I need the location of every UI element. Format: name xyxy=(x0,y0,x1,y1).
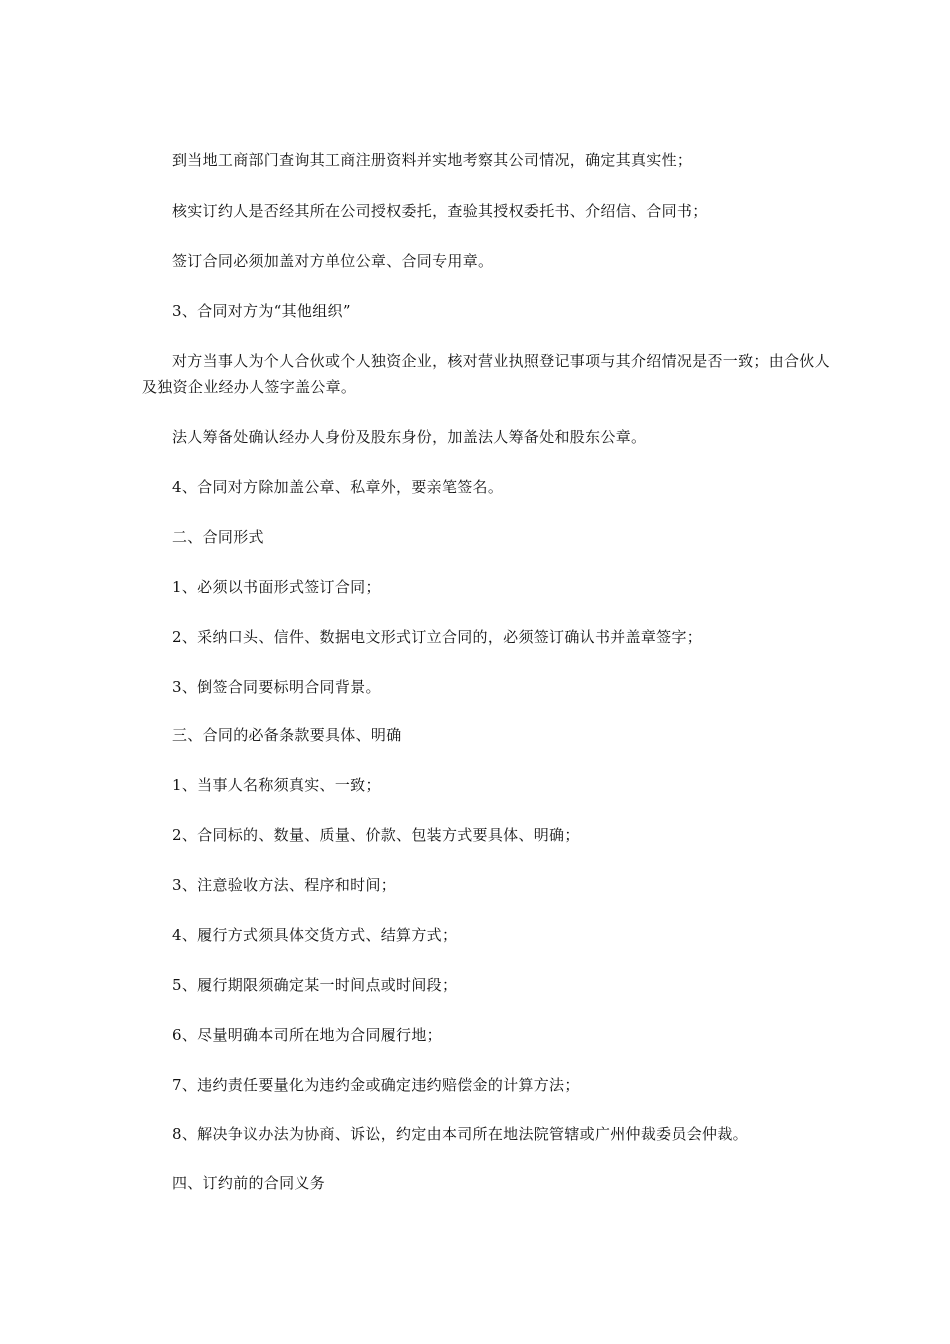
list-item-performance-place: 6、尽量明确本司所在地为合同履行地； xyxy=(172,1026,442,1044)
paragraph-verify-registration: 到当地工商部门查询其工商注册资料并实地考察其公司情况，确定其真实性； xyxy=(172,151,693,169)
paragraph-seal-requirement: 签订合同必须加盖对方单位公章、合同专用章。 xyxy=(172,252,494,270)
list-item-subject-matter: 2、合同标的、数量、质量、价款、包装方式要具体、明确； xyxy=(172,826,580,844)
list-item-acceptance: 3、注意验收方法、程序和时间； xyxy=(172,876,397,894)
list-item-liability: 7、违约责任要量化为违约金或确定违约赔偿金的计算方法； xyxy=(172,1076,580,1094)
paragraph-preparatory-office: 法人筹备处确认经办人身份及股东身份，加盖法人筹备处和股东公章。 xyxy=(172,428,647,446)
list-item-performance-method: 4、履行方式须具体交货方式、结算方式； xyxy=(172,926,458,944)
section-heading-pre-contract-obligations: 四、订约前的合同义务 xyxy=(172,1174,326,1192)
paragraph-signature-requirement: 4、合同对方除加盖公章、私章外，要亲笔签名。 xyxy=(172,478,504,496)
list-item-backdated-contract: 3、倒签合同要标明合同背景。 xyxy=(172,678,381,696)
paragraph-verify-authorization: 核实订约人是否经其所在公司授权委托，查验其授权委托书、介绍信、合同书； xyxy=(172,202,708,220)
paragraph-partnership-check: 对方当事人为个人合伙或个人独资企业，核对营业执照登记事项与其介绍情况是否一致；由合伙人及独资企业经办人签字盖公章。 xyxy=(142,352,830,396)
section-heading-essential-terms: 三、合同的必备条款要具体、明确 xyxy=(172,726,402,744)
list-item-performance-period: 5、履行期限须确定某一时间点或时间段； xyxy=(172,976,458,994)
list-item-party-names: 1、当事人名称须真实、一致； xyxy=(172,776,381,794)
list-item-written-form: 1、必须以书面形式签订合同； xyxy=(172,578,381,596)
list-item-dispute-resolution: 8、解决争议办法为协商、诉讼，约定由本司所在地法院管辖或广州仲裁委员会仲裁。 xyxy=(172,1125,748,1143)
section-heading-contract-form: 二、合同形式 xyxy=(172,528,264,546)
paragraph-other-organization-heading: 3、合同对方为“其他组织” xyxy=(172,302,351,320)
list-item-confirmation-letter: 2、采纳口头、信件、数据电文形式订立合同的，必须签订确认书并盖章签字； xyxy=(172,628,703,646)
